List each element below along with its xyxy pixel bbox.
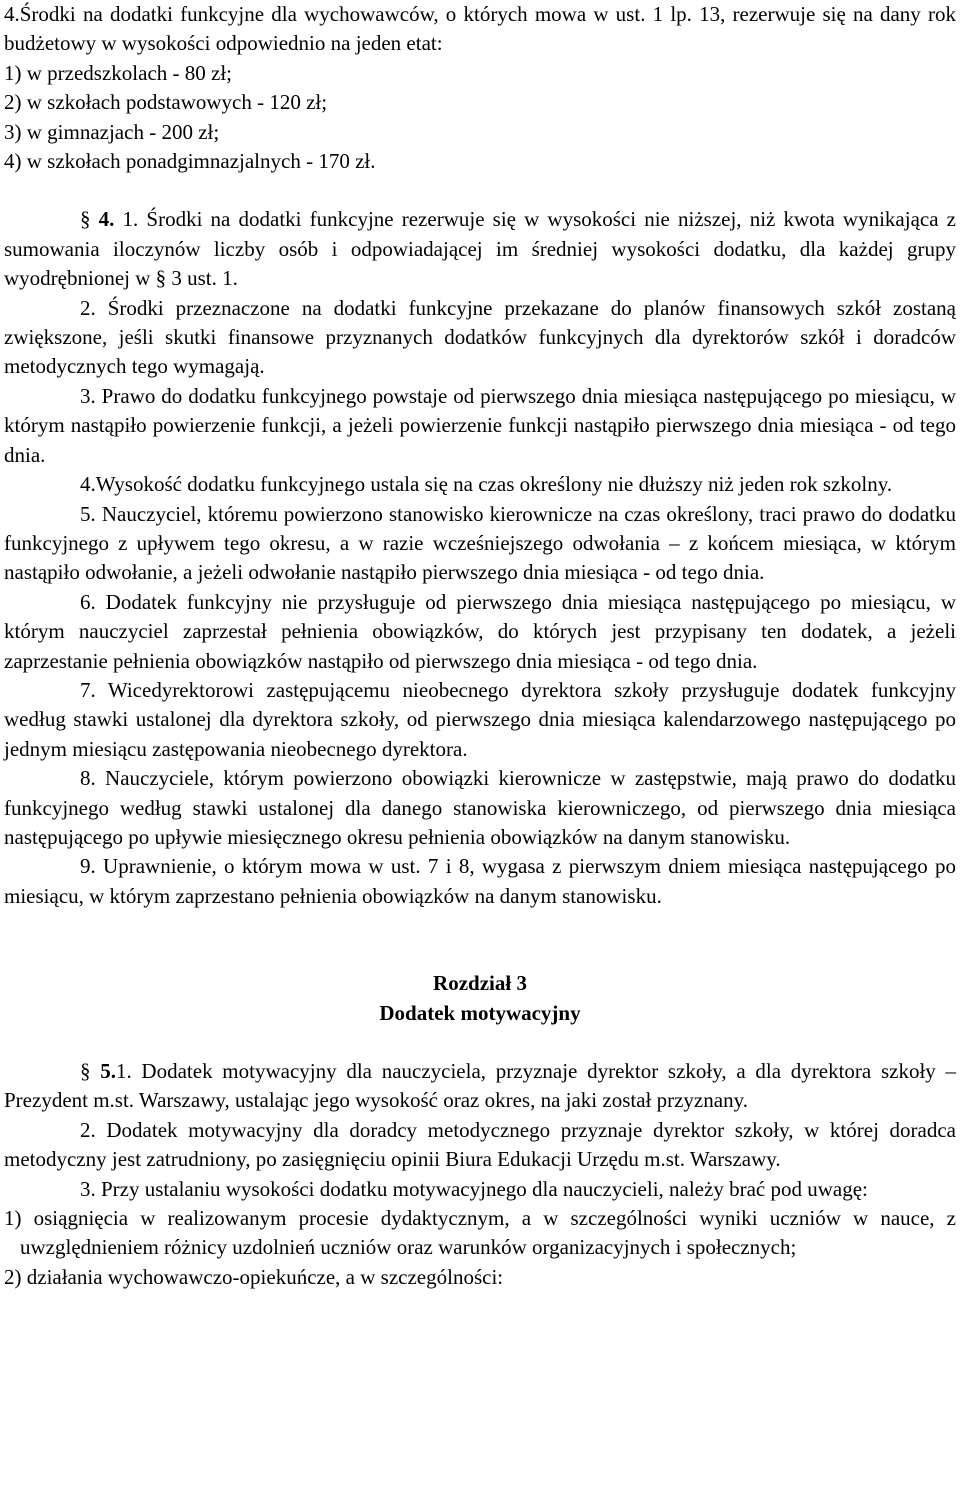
paragraph: 4.Środki na dodatki funkcyjne dla wychowawców, o których mowa w ust. 1 lp. 13, rezerwuje się na dany rok budżetowy w wysokości odpowiednio na jeden etat: — [4, 2, 956, 56]
paragraph-4-4: 4.Wysokość dodatku funkcyjnego ustala się na czas określony nie dłuższy niż jeden rok szkolny. — [80, 472, 893, 497]
document-page — [4, 0, 956, 1292]
paragraph-4-2: 2. Środki przeznaczone na dodatki funkcyjne przekazane do planów finansowych szkół zostaną zwiększone, jeśli skutki finansowe przyznanych dodatków funkcyjnych dla dyrektorów szkół i doradców metodycznych tego wymagają. — [4, 295, 956, 379]
paragraph-5-2: 2. Dodatek motywacyjny dla doradcy metodycznego przyznaje dyrektor szkoły, w której doradca metodyczny jest zatrudniony, po zasięgnięciu opinii Biura Edukacji Urzędu m.st. Warszawy. — [4, 1117, 956, 1172]
section-sign: § — [80, 1059, 91, 1083]
spacer — [4, 911, 956, 940]
list-item: 3) w gimnazjach - 200 zł; — [4, 119, 220, 144]
list-item: 1) osiągnięcia w realizowanym procesie dydaktycznym, a w szczególności wyniki uczniów w nauce, z uwzględnieniem różnicy uzdolnień uczniów oraz warunków organizacyjnych i społecznych; — [4, 1206, 956, 1260]
section-number: 5. — [100, 1059, 116, 1083]
list-item: 2) działania wychowawczo-opiekuńcze, a w szczególności: — [4, 1264, 504, 1289]
section-sign: § — [80, 207, 91, 232]
paragraph-4-5: 5. Nauczyciel, któremu powierzono stanowisko kierownicze na czas określony, traci prawo do dodatku funkcyjnego z upływem tego okresu, a w razie wcześniejszego odwołania – z końcem miesiąca, w którym nastąpiło odwołanie, a jeżeli odwołanie nastąpiło pierwszego dnia miesiąca - od tego dnia. — [4, 501, 956, 585]
list-item: 1) w przedszkolach - 80 zł; — [4, 60, 232, 85]
list-item: 2) w szkołach podstawowych - 120 zł; — [4, 90, 328, 115]
spacer — [4, 1028, 956, 1057]
list-item: 4) w szkołach ponadgimnazjalnych - 170 zł. — [4, 149, 376, 174]
paragraph-5-3: 3. Przy ustalaniu wysokości dodatku motywacyjnego dla nauczycieli, należy brać pod uwagę: — [80, 1176, 868, 1201]
paragraph-4-8: 8. Nauczyciele, którym powierzono obowiązki kierownicze w zastępstwie, mają prawo do dodatku funkcyjnego według stawki ustalonej dla danego stanowiska kierowniczego, od pierwszego dnia miesiąca następującego po upływie miesięcznego okresu pełnienia obowiązków na danym stanowisku. — [4, 766, 956, 849]
spacer — [4, 940, 956, 969]
paragraph-4-9: 9. Uprawnienie, o którym mowa w ust. 7 i 8, wygasa z pierwszym dniem miesiąca następującego po miesiącu, w którym zaprzestano pełnienia obowiązków na danym stanowisku. — [4, 854, 956, 908]
paragraph-4-1: § 4. 1. Środki na dodatki funkcyjne rezerwuje się w wysokości nie niższej, niż kwota wynikająca z sumowania iloczynów liczby osób i odpowiadającej im średniej wysokości dodatku, dla każdej grupy wyodrębnionej w § 3 ust. 1. — [4, 207, 957, 291]
paragraph-4-3: 3. Prawo do dodatku funkcyjnego powstaje od pierwszego dnia miesiąca następującego po miesiącu, w którym nastąpiło powierzenie funkcji, a jeżeli powierzenie funkcji nastąpiło pierwszego dnia miesiąca - od tego dnia. — [4, 383, 956, 467]
spacer — [4, 176, 956, 205]
chapter-title: Rozdział 3 — [433, 971, 527, 996]
paragraph-4-6: 6. Dodatek funkcyjny nie przysługuje od pierwszego dnia miesiąca następującego po miesiącu, w którym nauczyciel zaprzestał pełnienia obowiązków, do których jest przypisany ten dodatek, a jeżeli zaprzestanie pełnienia obowiązków nastąpiło od pierwszego dnia miesiąca - od tego dnia. — [4, 589, 956, 673]
chapter-subtitle: Dodatek motywacyjny — [379, 1000, 581, 1025]
section-number: 4. — [98, 207, 115, 232]
paragraph-4-7: 7. Wicedyrektorowi zastępującemu nieobecnego dyrektora szkoły przysługuje dodatek funkcyjny według stawki ustalonej dla dyrektora szkoły, od pierwszego dnia miesiąca kalendarzowego następującego po jednym miesiącu zastępowania nieobecnego dyrektora. — [4, 677, 956, 761]
paragraph-5-1: § 5.1. Dodatek motywacyjny dla nauczyciela, przyznaje dyrektor szkoły, a dla dyrektora szkoły – Prezydent m.st. Warszawy, ustalając jego wysokość oraz okres, na jaki został przyznany. — [4, 1059, 956, 1113]
